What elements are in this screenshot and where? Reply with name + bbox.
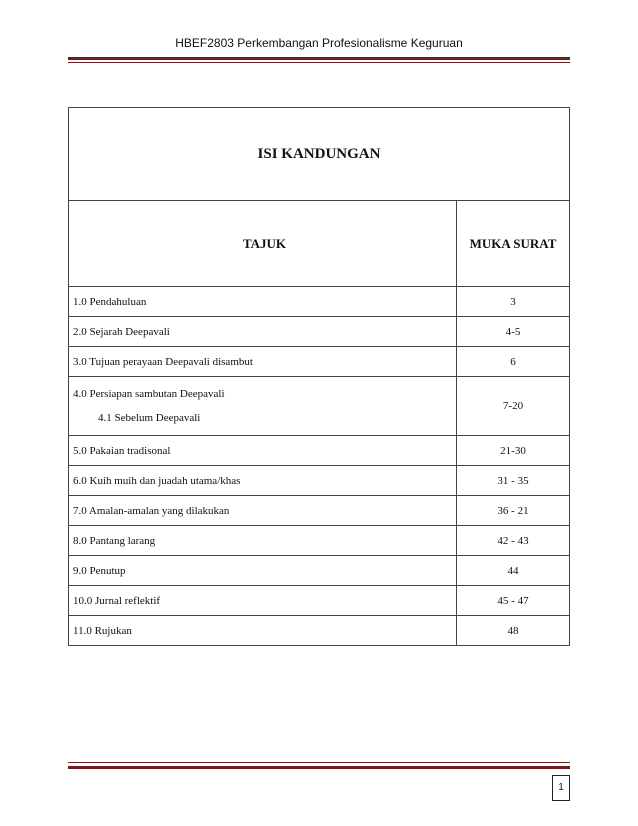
toc-topic: 9.0 Penutup xyxy=(69,556,457,586)
toc-topic: 3.0 Tujuan perayaan Deepavali disambut xyxy=(69,347,457,377)
table-row xyxy=(69,616,570,646)
table-row xyxy=(69,526,570,556)
table-row xyxy=(69,586,570,616)
toc-topic: 7.0 Amalan-amalan yang dilakukan xyxy=(69,496,457,526)
toc-page: 36 - 21 xyxy=(457,496,570,526)
toc-page: 3 xyxy=(457,287,570,317)
table-row xyxy=(69,287,570,317)
toc-subtopic: 4.1 Sebelum Deepavali xyxy=(98,412,201,424)
toc-page: 45 - 47 xyxy=(457,586,570,616)
running-header: HBEF2803 Perkembangan Profesionalisme Keguruan xyxy=(175,36,463,50)
header-rule-thick xyxy=(68,57,570,60)
toc-page: 6 xyxy=(457,347,570,377)
toc-page: 44 xyxy=(457,556,570,586)
toc-title: ISI KANDUNGAN xyxy=(69,108,570,201)
toc-page: 31 - 35 xyxy=(457,466,570,496)
page-number: 1 xyxy=(552,775,570,801)
header-rule-thin xyxy=(68,62,570,63)
toc-page: 7-20 xyxy=(457,377,570,436)
table-row xyxy=(69,317,570,347)
toc-page: 4-5 xyxy=(457,317,570,347)
toc-topic-group xyxy=(69,377,457,436)
toc-page: 21-30 xyxy=(457,436,570,466)
toc-topic: 4.0 Persiapan sambutan Deepavali xyxy=(73,388,225,400)
column-header-topic: TAJUK xyxy=(69,201,457,287)
footer-rule-thick xyxy=(68,766,570,769)
table-row xyxy=(69,496,570,526)
toc-topic: 8.0 Pantang larang xyxy=(69,526,457,556)
toc-topic: 11.0 Rujukan xyxy=(69,616,457,646)
footer-rule-thin xyxy=(68,762,570,763)
column-header-page: MUKA SURAT xyxy=(457,201,570,287)
toc-page: 48 xyxy=(457,616,570,646)
table-row xyxy=(69,377,570,436)
toc-topic: 1.0 Pendahuluan xyxy=(69,287,457,317)
table-row xyxy=(69,556,570,586)
table-row xyxy=(69,347,570,377)
table-of-contents xyxy=(68,107,570,646)
table-row xyxy=(69,436,570,466)
toc-page: 42 - 43 xyxy=(457,526,570,556)
table-row xyxy=(69,466,570,496)
toc-topic: 6.0 Kuih muih dan juadah utama/khas xyxy=(69,466,457,496)
toc-topic: 2.0 Sejarah Deepavali xyxy=(69,317,457,347)
toc-topic: 10.0 Jurnal reflektif xyxy=(69,586,457,616)
toc-topic: 5.0 Pakaian tradisonal xyxy=(69,436,457,466)
